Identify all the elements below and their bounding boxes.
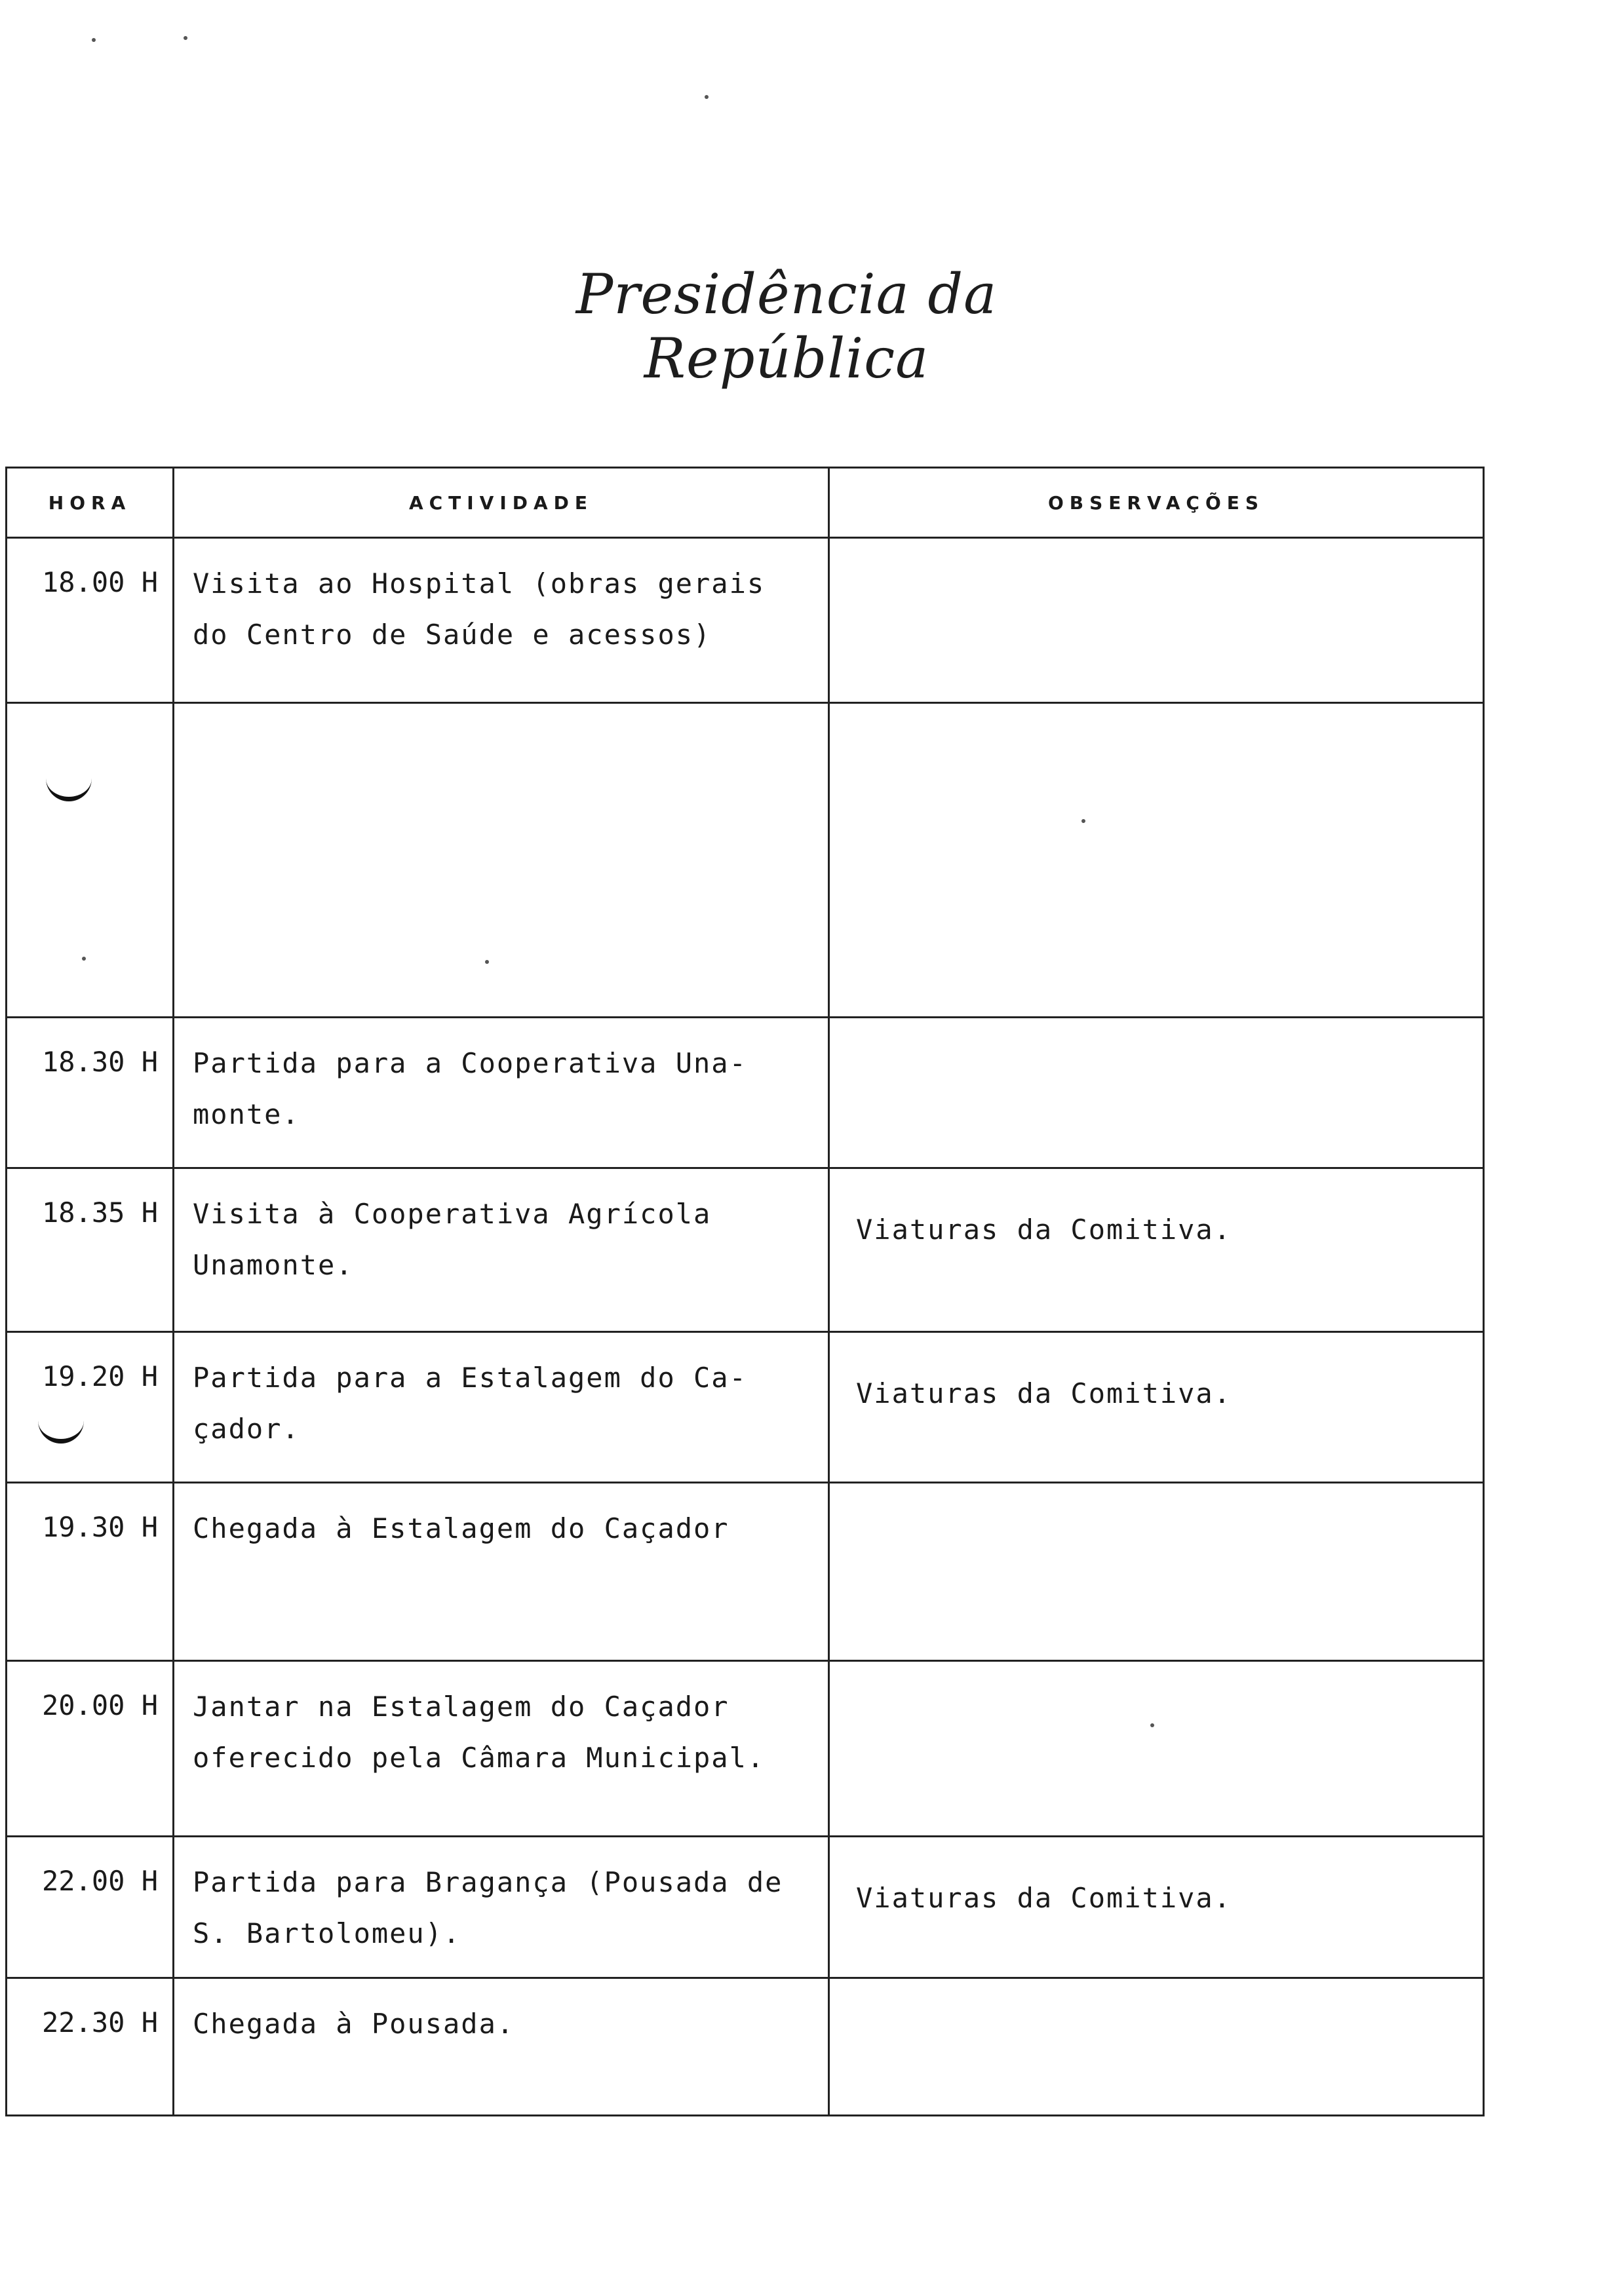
time-cell: 19.30 H xyxy=(7,1483,174,1661)
activity-cell: Jantar na Estalagem do Caçador oferecido pela Câmara Municipal. xyxy=(174,1661,829,1837)
activity-cell xyxy=(174,703,829,1018)
scan-speck xyxy=(82,957,86,961)
scan-speck xyxy=(1081,819,1085,823)
header-hora: HORA xyxy=(7,468,174,538)
table-header-row xyxy=(7,468,1484,538)
activity-cell: Visita ao Hospital (obras gerais do Centro de Saúde e acessos) xyxy=(174,538,829,703)
table-row xyxy=(7,538,1484,703)
table-row xyxy=(7,1837,1484,1978)
activity-cell: Partida para Bragança (Pousada de S. Bartolomeu). xyxy=(174,1837,829,1978)
letterhead-title: Presidência da República xyxy=(575,262,998,391)
scan-speck xyxy=(92,38,96,42)
scan-speck xyxy=(485,960,489,964)
notes-cell: Viaturas da Comitiva. xyxy=(829,1332,1484,1483)
notes-cell xyxy=(829,1661,1484,1837)
activity-cell: Partida para a Estalagem do Ca-çador. xyxy=(174,1332,829,1483)
activity-cell: Partida para a Cooperativa Una-monte. xyxy=(174,1018,829,1168)
activity-cell: Chegada à Estalagem do Caçador xyxy=(174,1483,829,1661)
time-cell: 19.20 H xyxy=(7,1332,174,1483)
table-row xyxy=(7,1483,1484,1661)
table-row xyxy=(7,1978,1484,2116)
table-row xyxy=(7,1018,1484,1168)
activity-cell: Chegada à Pousada. xyxy=(174,1978,829,2116)
time-cell: 18.35 H xyxy=(7,1168,174,1332)
schedule-table xyxy=(5,467,1485,2116)
notes-cell xyxy=(829,1483,1484,1661)
table-row xyxy=(7,703,1484,1018)
table-row xyxy=(7,1168,1484,1332)
activity-cell: Visita à Cooperativa Agrícola Unamonte. xyxy=(174,1168,829,1332)
notes-cell xyxy=(829,703,1484,1018)
table-row xyxy=(7,1332,1484,1483)
notes-cell xyxy=(829,538,1484,703)
scan-speck xyxy=(184,36,187,40)
time-cell: 22.30 H xyxy=(7,1978,174,2116)
time-cell: 18.30 H xyxy=(7,1018,174,1168)
notes-cell xyxy=(829,1018,1484,1168)
time-cell: 22.00 H xyxy=(7,1837,174,1978)
time-cell: 18.00 H xyxy=(7,538,174,703)
header-actividade: ACTIVIDADE xyxy=(174,468,829,538)
header-observacoes: OBSERVAÇÕES xyxy=(829,468,1484,538)
notes-cell xyxy=(829,1978,1484,2116)
table-row xyxy=(7,1661,1484,1837)
scan-speck xyxy=(705,95,709,99)
time-cell xyxy=(7,703,174,1018)
time-cell: 20.00 H xyxy=(7,1661,174,1837)
scan-speck xyxy=(1150,1723,1154,1727)
notes-cell: Viaturas da Comitiva. xyxy=(829,1168,1484,1332)
notes-cell: Viaturas da Comitiva. xyxy=(829,1837,1484,1978)
